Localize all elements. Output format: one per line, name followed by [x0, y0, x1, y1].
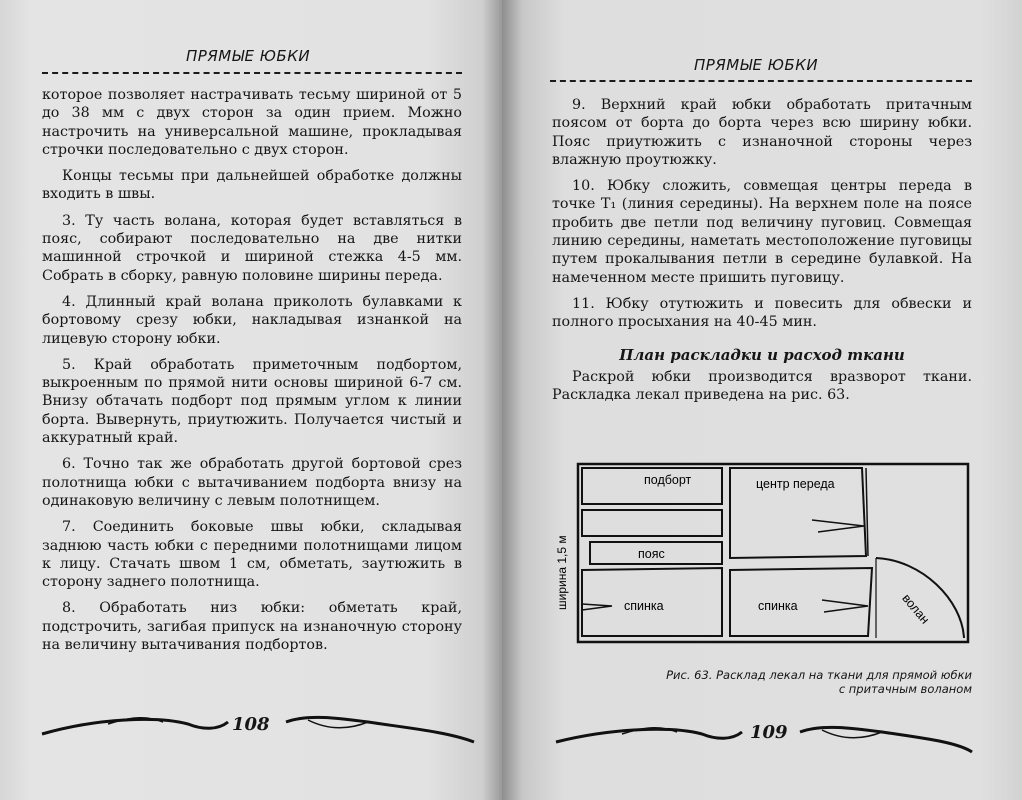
dart-spinka-right: [822, 600, 868, 612]
piece-volan: [876, 558, 964, 638]
left-page-text: [42, 86, 462, 662]
label-spinka-left: спинка: [624, 599, 664, 613]
right-page-text: [552, 96, 972, 412]
label-width: ширина 1,5 м: [555, 535, 569, 610]
left-paragraph-1: которое позволяет настрачивать тесьму шириной от 5 до 38 мм с двух сторон за один прием. Можно настрочить на универсальной машине, прокладывая строчки последовательно с двух сторон.: [42, 87, 462, 158]
right-page: [502, 0, 1022, 800]
right-header-rule: [550, 80, 972, 82]
left-header-rule: [42, 72, 462, 74]
section-title: План раскладки и расход ткани: [619, 345, 905, 364]
piece-spinka-right: [730, 568, 872, 636]
figure-caption-line-1: Рис. 63. Расклад лекал на ткани для прямой юбки: [666, 668, 972, 682]
cutting-layout-figure: [555, 460, 972, 648]
right-running-header: ПРЯМЫЕ ЮБКИ: [694, 56, 819, 74]
left-page-number: 108: [232, 714, 270, 735]
left-running-header: ПРЯМЫЕ ЮБКИ: [186, 47, 311, 65]
figure-caption-line-2: с притачным воланом: [838, 682, 972, 696]
left-page: [0, 0, 502, 800]
label-spinka-right: спинка: [758, 599, 798, 613]
left-paragraph-6: 6. Точно так же обработать другой бортовой срез полотнища юбки с вытачиванием подборта внизу на одинаковую величину с левым полотнищем.: [42, 456, 462, 509]
figure-caption: [612, 668, 972, 696]
left-paragraph-8: 8. Обработать низ юбки: обметать край, подстрочить, загибая припуск на изнаночную сторону на величину вытачивания подбортов.: [42, 600, 462, 654]
dart-spinka-left: [582, 604, 612, 610]
label-volan: волан: [899, 591, 933, 627]
right-paragraph-9: 9. Верхний край юбки обработать притачным поясом от борта до борта через всю ширину юбки. Пояс приутюжить с изнаночной стороны через влажную проутюжку.: [552, 97, 972, 168]
right-paragraph-layout: Раскрой юбки производится вразворот ткани. Раскладка лекал приведена на рис. 63.: [552, 368, 972, 404]
right-paragraph-10: 10. Юбку сложить, совмещая центры переда в точке T₁ (линия середины). На верхнем поле на поясе пробить две петли под величину пуговиц. Совмещая линию середины, наметать местоположение пуговицы путем прокалывания петли в середине булавкой. На намеченном месте пришить пуговицу.: [552, 178, 972, 286]
dart-pereda: [812, 520, 864, 532]
piece-top-strip: [582, 510, 722, 536]
left-paragraph-7: 7. Соединить боковые швы юбки, складывая заднюю часть юбки с передними полотнищами лицом к лицу. Стачать швом 1 см, обметать, заутюжить в сторону заднего полотнища.: [42, 519, 462, 591]
label-centr-pereda: центр переда: [756, 477, 835, 491]
label-poyas: пояс: [638, 547, 665, 561]
left-paragraph-4: 4. Длинный край волана приколоть булавками к бортовому срезу юбки, накладывая изнанкой на лицевую сторону юбки.: [42, 293, 462, 347]
left-paragraph-2: Концы тесьмы при дальнейшей обработке должны входить в швы.: [42, 168, 462, 203]
left-paragraph-3: 3. Ту часть волана, которая будет вставляться в пояс, собирают последовательно на две нитки машинной строчкой и шириной стежка 4-5 мм. Собрать в сборку, равную половине ширины переда.: [42, 212, 462, 284]
left-paragraph-5: 5. Край обработать приметочным подбортом, выкроенным по прямой нити основы шириной 6-7 см. Внизу обтачать подборт под прямым углом к линии борта. Вывернуть, приутюжить. Получается чистый и аккуратный край.: [42, 356, 462, 447]
label-podbort: подборт: [644, 473, 692, 487]
right-paragraph-11: 11. Юбку отутюжить и повесить для обвески и полного просыхания на 40-45 мин.: [552, 295, 972, 331]
right-page-number: 109: [750, 722, 788, 743]
